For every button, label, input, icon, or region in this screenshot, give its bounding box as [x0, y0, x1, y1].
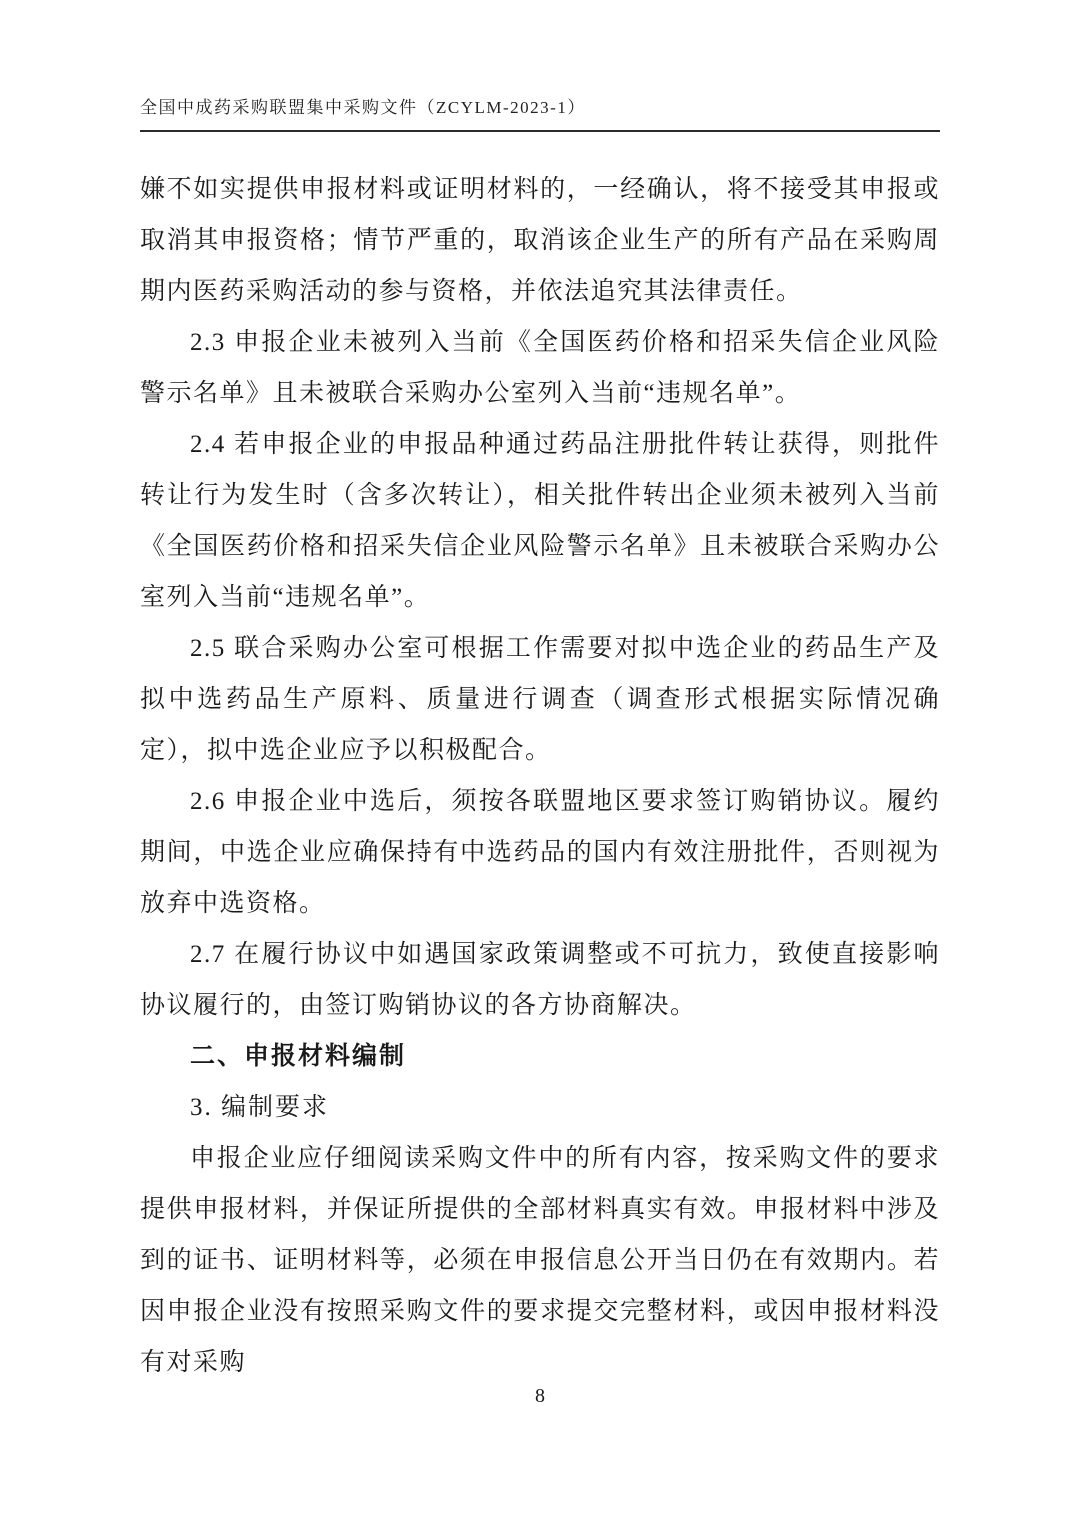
- subsection-heading: 3. 编制要求: [190, 1093, 330, 1121]
- body-paragraph: 2.7 在履行协议中如遇国家政策调整或不可抗力，致使直接影响协议履行的，由签订购销协议的各方协商解决。: [140, 940, 940, 1019]
- page-footer: [0, 1385, 1080, 1408]
- header-divider: [140, 130, 940, 132]
- page-number: 8: [535, 1385, 545, 1407]
- section-heading: 二、申报材料编制: [190, 1041, 407, 1070]
- body-paragraph: 2.6 申报企业中选后，须按各联盟地区要求签订购销协议。履约期间，中选企业应确保持有中选药品的国内有效注册批件，否则视为放弃中选资格。: [140, 787, 940, 917]
- body-paragraph: 2.4 若申报企业的申报品种通过药品注册批件转让获得，则批件转让行为发生时（含多次转让），相关批件转出企业须未被列入当前《全国医药价格和招采失信企业风险警示名单》且未被联合采购办公室列入当前“违规名单”。: [140, 430, 940, 611]
- body-paragraph: 嫌不如实提供申报材料或证明材料的，一经确认，将不接受其申报或取消其申报资格；情节严重的，取消该企业生产的所有产品在采购周期内医药采购活动的参与资格，并依法追究其法律责任。: [140, 175, 940, 305]
- page-header: [140, 96, 940, 132]
- body-paragraph: 2.3 申报企业未被列入当前《全国医药价格和招采失信企业风险警示名单》且未被联合采购办公室列入当前“违规名单”。: [140, 328, 940, 407]
- body-paragraph: 2.5 联合采购办公室可根据工作需要对拟中选企业的药品生产及拟中选药品生产原料、质量进行调查（调查形式根据实际情况确定），拟中选企业应予以积极配合。: [140, 634, 940, 764]
- body-paragraph: 申报企业应仔细阅读采购文件中的所有内容，按采购文件的要求提供申报材料，并保证所提供的全部材料真实有效。申报材料中涉及到的证书、证明材料等，必须在申报信息公开当日仍在有效期内。若因申报企业没有按照采购文件的要求提交完整材料，或因申报材料没有对采购: [140, 1144, 940, 1376]
- document-body: [140, 164, 940, 1388]
- header-title: 全国中成药采购联盟集中采购文件（ZCYLM-2023-1）: [140, 98, 586, 117]
